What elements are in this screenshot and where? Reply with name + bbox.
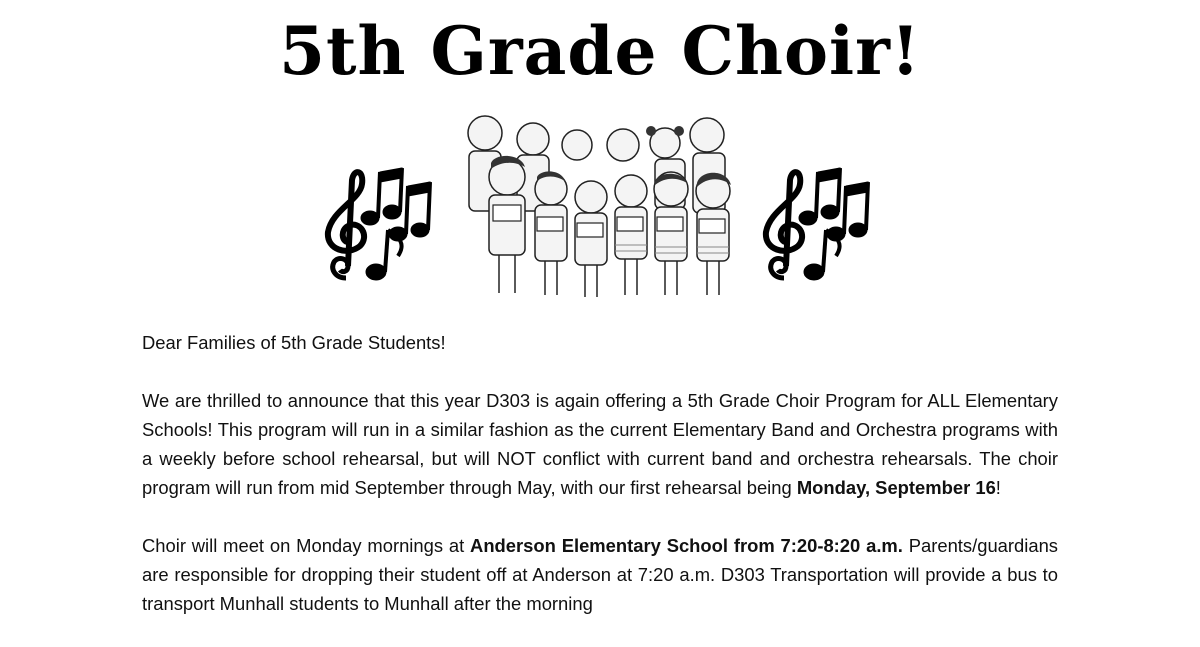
choir-children-illustration: [455, 105, 745, 300]
paragraph-schedule-text2: Parents/guardians are responsible for dropping their student off at Anderson at 7:20 a.m. D303 Transportation will provide a bus to transport Munhall students to Munhall after the morning: [142, 535, 1058, 614]
rehearsal-location: Anderson Elementary School from 7:20-8:20 a.m.: [470, 535, 903, 556]
paragraph-schedule-text: Choir will meet on Monday mornings at: [142, 535, 471, 556]
paragraph-announcement-end: !: [995, 477, 1001, 498]
paragraph-announcement-text: We are thrilled to announce that this year D303 is again offering a 5th Grade Choir Program for ALL Elementary Schools! This program will run in a similar fashion as the current Elementary Band and Orchestra programs with a weekly before school rehearsal, but will NOT conflict with current band and orchestra rehearsals. The choir program will run from mid September through May, with our first rehearsal being: [142, 390, 1058, 498]
page-title: 5th Grade Choir!: [279, 12, 921, 90]
paragraph-schedule: [142, 531, 1058, 618]
first-rehearsal-date: Monday, September 16: [796, 477, 996, 498]
greeting: Dear Families of 5th Grade Students!: [142, 332, 446, 353]
music-notes-left-icon: [318, 160, 448, 290]
letter-body: [142, 328, 1058, 647]
music-notes-right-icon: [756, 160, 886, 290]
paragraph-announcement: [142, 386, 1058, 502]
